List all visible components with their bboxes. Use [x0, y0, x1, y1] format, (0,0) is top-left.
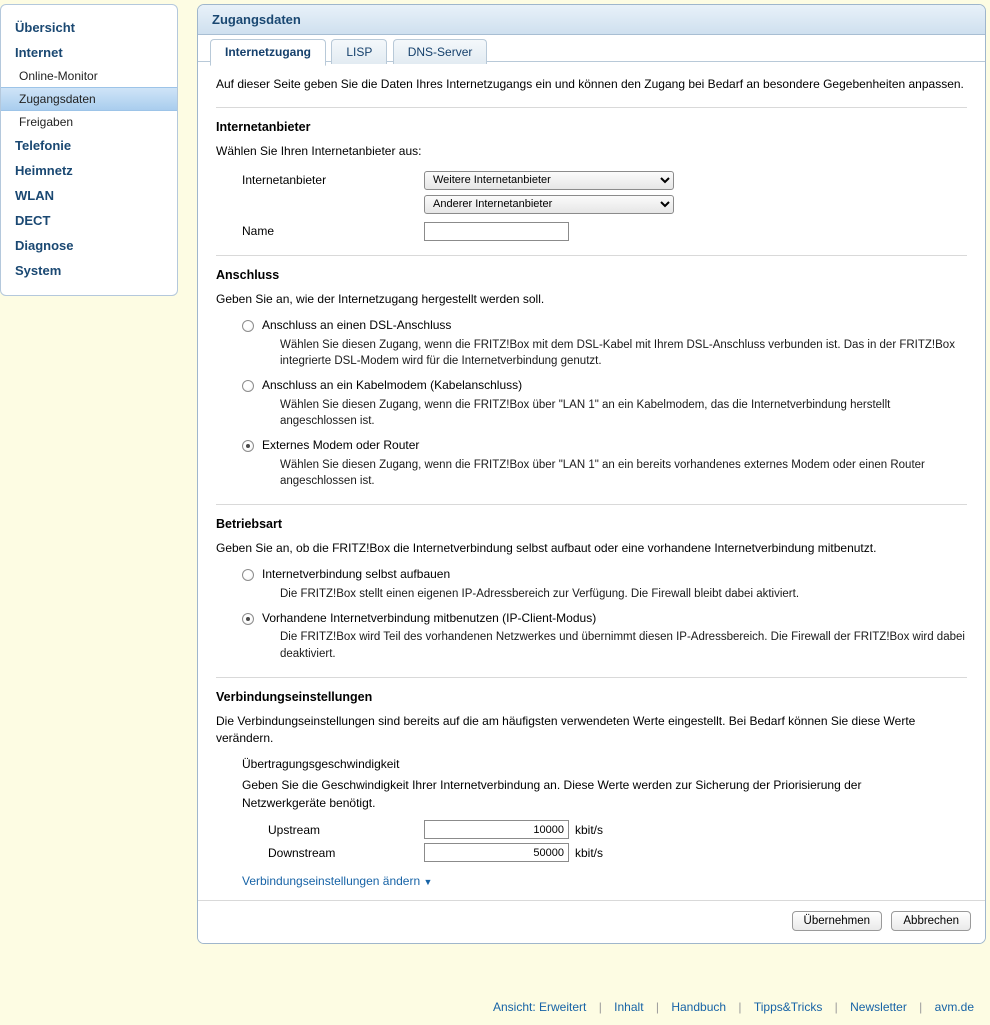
- upstream-unit: kbit/s: [575, 822, 604, 837]
- connection-option-dsl[interactable]: [216, 318, 967, 334]
- tab-internetzugang[interactable]: [210, 39, 326, 66]
- button-bar: [198, 900, 985, 943]
- sidebar-item-uebersicht[interactable]: [1, 15, 177, 40]
- sidebar: [0, 4, 178, 296]
- footer-link-newsletter[interactable]: Newsletter: [850, 1000, 907, 1014]
- connection-prompt: Geben Sie an, wie der Internetzugang hergestellt werden soll.: [216, 291, 545, 306]
- tab-content: [198, 62, 985, 900]
- provider-name-input[interactable]: [424, 222, 569, 241]
- cancel-button[interactable]: Abbrechen: [891, 911, 971, 931]
- provider-row: [216, 171, 967, 190]
- intro-text: Auf dieser Seite geben Sie die Daten Ihres Internetzugangs ein und können den Zugang bei Bedarf an besondere Gegebenheiten anpassen.: [216, 77, 964, 91]
- speed-subheading: Übertragungsgeschwindigkeit: [242, 757, 400, 772]
- upstream-row: [216, 820, 967, 839]
- sidebar-item-label: DECT: [15, 213, 51, 228]
- downstream-unit: kbit/s: [575, 845, 604, 860]
- sidebar-item-label: Telefonie: [15, 138, 72, 153]
- mode-option-self[interactable]: [216, 567, 967, 583]
- connection-option-label: Externes Modem oder Router: [262, 438, 420, 453]
- provider-select-secondary[interactable]: [424, 195, 674, 214]
- footer-view-mode[interactable]: Ansicht: Erweitert: [492, 1000, 587, 1014]
- connection-option-desc: Wählen Sie diesen Zugang, wenn die FRITZ!Box mit dem DSL-Kabel mit Ihrem DSL-Anschluss verbunden ist. Das in der FRITZ!Box integrierte DSL-Modem wird für die Internetverbindung genutzt.: [280, 338, 955, 368]
- sidebar-item-label: Heimnetz: [15, 163, 73, 178]
- footer-links: [0, 1000, 990, 1014]
- sidebar-item-label: Internet: [15, 45, 63, 60]
- downstream-row: [216, 843, 967, 862]
- section-heading-provider: Internetanbieter: [216, 120, 311, 135]
- tabbar: [198, 35, 985, 62]
- provider-name-row: [216, 222, 967, 241]
- divider: [216, 504, 967, 505]
- footer-divider: |: [738, 1000, 742, 1014]
- mode-option-desc: Die FRITZ!Box wird Teil des vorhandenen Netzwerkes und übernimmt diesen IP-Adressbereich. Die Firewall der FRITZ!Box wird dabei deaktiviert.: [280, 631, 965, 660]
- sidebar-item-label: System: [15, 263, 62, 278]
- sidebar-item-wlan[interactable]: [1, 183, 177, 208]
- tab-label: DNS-Server: [407, 45, 473, 59]
- upstream-input[interactable]: [424, 820, 569, 839]
- sidebar-item-telefonie[interactable]: [1, 133, 177, 158]
- tab-lisp[interactable]: [331, 39, 387, 64]
- section-heading-connection: Anschluss: [216, 267, 280, 282]
- connection-option-cable[interactable]: [216, 378, 967, 394]
- change-connection-settings-label: Verbindungseinstellungen ändern: [242, 874, 421, 889]
- connection-option-desc: Wählen Sie diesen Zugang, wenn die FRITZ!Box über "LAN 1" an ein Kabelmodem, das die Internetverbindung herstellt angeschlossen ist.: [280, 398, 891, 428]
- radio-icon[interactable]: [242, 320, 254, 332]
- sidebar-item-dect[interactable]: [1, 208, 177, 233]
- sidebar-item-diagnose[interactable]: [1, 233, 177, 258]
- radio-icon[interactable]: [242, 380, 254, 392]
- mode-option-ipclient[interactable]: [216, 611, 967, 627]
- footer-link-inhalt[interactable]: Inhalt: [614, 1000, 644, 1014]
- footer-link-tipps-tricks[interactable]: Tipps&Tricks: [753, 1000, 823, 1014]
- tab-label: LISP: [346, 45, 373, 59]
- mode-option-label: Internetverbindung selbst aufbauen: [262, 567, 451, 582]
- sidebar-item-system[interactable]: [1, 258, 177, 283]
- sidebar-item-label: Online-Monitor: [19, 69, 98, 83]
- apply-button[interactable]: Übernehmen: [792, 911, 882, 931]
- provider-prompt: Wählen Sie Ihren Internetanbieter aus:: [216, 144, 422, 159]
- main-panel: [197, 4, 986, 944]
- mode-option-desc: Die FRITZ!Box stellt einen eigenen IP-Adressbereich zur Verfügung. Die Firewall bleibt dabei aktiviert.: [280, 587, 800, 600]
- change-connection-settings-link[interactable]: [242, 874, 432, 888]
- connection-option-label: Anschluss an einen DSL-Anschluss: [262, 318, 452, 333]
- downstream-input[interactable]: [424, 843, 569, 862]
- chevron-down-icon: ▼: [423, 877, 433, 888]
- speed-description: Geben Sie die Geschwindigkeit Ihrer Internetverbindung an. Diese Werte werden zur Sicherung der Priorisierung der Netzwerkgeräte benötigt.: [242, 778, 862, 810]
- sidebar-item-zugangsdaten[interactable]: [1, 87, 177, 111]
- tab-dns-server[interactable]: [393, 39, 488, 64]
- footer-link-avm-de[interactable]: avm.de: [934, 1000, 974, 1014]
- sidebar-item-label: Übersicht: [15, 20, 75, 35]
- connection-option-external[interactable]: [216, 438, 967, 454]
- divider: [216, 677, 967, 678]
- footer-divider: |: [834, 1000, 838, 1014]
- section-heading-settings: Verbindungseinstellungen: [216, 689, 373, 704]
- connection-option-label: Anschluss an ein Kabelmodem (Kabelanschluss): [262, 378, 523, 393]
- footer-divider: |: [598, 1000, 602, 1014]
- sidebar-item-label: Diagnose: [15, 238, 74, 253]
- sidebar-item-heimnetz[interactable]: [1, 158, 177, 183]
- footer-link-handbuch[interactable]: Handbuch: [671, 1000, 727, 1014]
- divider: [216, 255, 967, 256]
- provider-name-label: Name: [242, 224, 275, 239]
- sidebar-item-online-monitor[interactable]: [1, 65, 177, 87]
- provider-label: Internetanbieter: [242, 173, 327, 188]
- settings-prompt: Die Verbindungseinstellungen sind bereits auf die am häufigsten verwendeten Werte eingestellt. Bei Bedarf können Sie diese Werte verändern.: [216, 713, 916, 745]
- provider-row-secondary: [216, 195, 967, 214]
- tab-label: Internetzugang: [225, 45, 311, 59]
- sidebar-item-internet[interactable]: [1, 40, 177, 65]
- provider-select-primary[interactable]: [424, 171, 674, 190]
- section-heading-mode: Betriebsart: [216, 516, 282, 531]
- sidebar-item-label: Freigaben: [19, 115, 74, 129]
- mode-option-label: Vorhandene Internetverbindung mitbenutzen (IP-Client-Modus): [262, 610, 597, 625]
- radio-icon-selected[interactable]: [242, 613, 254, 625]
- radio-icon-selected[interactable]: [242, 440, 254, 452]
- connection-option-desc: Wählen Sie diesen Zugang, wenn die FRITZ!Box über "LAN 1" an ein bereits vorhandenes externes Modem oder einen Router angeschlossen ist.: [280, 458, 925, 488]
- sidebar-item-label: Zugangsdaten: [19, 92, 96, 106]
- page-title: Zugangsdaten: [198, 5, 985, 35]
- upstream-label: Upstream: [268, 822, 321, 837]
- divider: [216, 107, 967, 108]
- footer-divider: |: [919, 1000, 923, 1014]
- footer-divider: |: [655, 1000, 659, 1014]
- downstream-label: Downstream: [268, 845, 336, 860]
- radio-icon[interactable]: [242, 569, 254, 581]
- sidebar-item-label: WLAN: [15, 188, 54, 203]
- mode-prompt: Geben Sie an, ob die FRITZ!Box die Internetverbindung selbst aufbaut oder eine vorhandene Internetverbindung mitbenutzt.: [216, 540, 877, 555]
- sidebar-item-freigaben[interactable]: [1, 111, 177, 133]
